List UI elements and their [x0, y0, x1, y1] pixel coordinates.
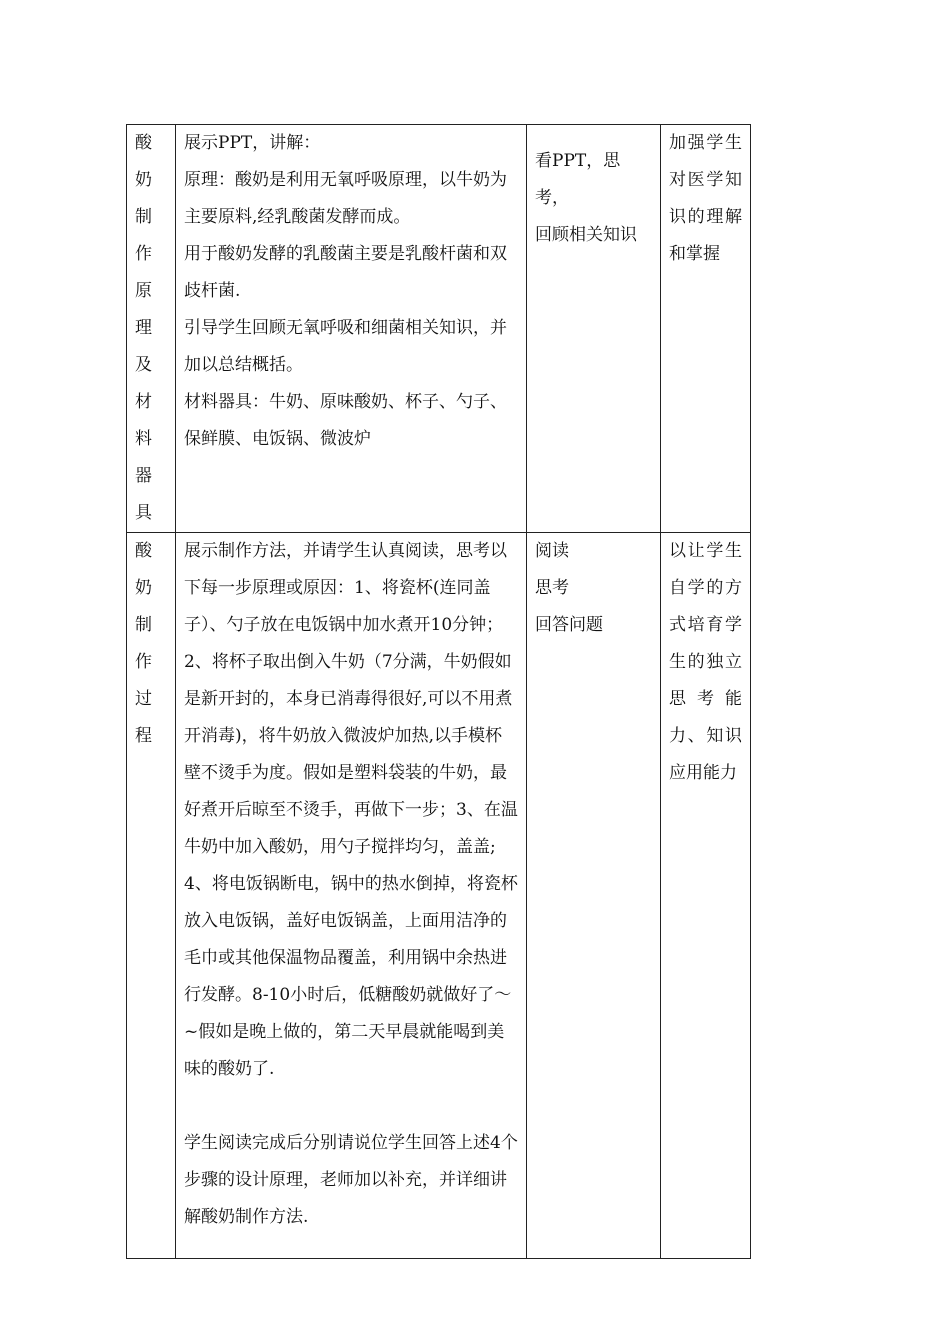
intent-line: 力、知识 [669, 726, 742, 746]
student-line: 思考 [535, 578, 569, 598]
student-line: 回顾相关知识 [535, 225, 637, 245]
design-intent-cell [661, 125, 751, 533]
teacher-paragraph: 原理：酸奶是利用无氧呼吸原理，以牛奶为主要原料,经乳酸菌发酵而成。 [184, 170, 507, 227]
stage-line: 酸奶 [135, 541, 152, 598]
student-line: 阅读 [535, 541, 569, 561]
intent-line: 对医学知 [669, 170, 742, 190]
teacher-paragraph: 展示PPT，讲解： [184, 133, 321, 153]
teacher-paragraph: 展示制作方法，并请学生认真阅读，思考以下每一步原理或原因：1、将瓷杯(连同盖子）、勺子放在电饭锅中加水煮开10分钟；2、将杯子取出倒入牛奶（7分满，牛奶假如是新开封的，本身已消毒得很好,可以不用煮开消毒)，将牛奶放入微波炉加热,以手模杯壁不烫手为度。假如是塑料袋装的牛奶，最好煮开后晾至不烫手，再做下一步；3、在温牛奶中加入酸奶，用勺子搅拌均匀，盖盖;4、将电饭锅断电，锅中的热水倒掉，将瓷杯放入电饭锅，盖好电饭锅盖，上面用洁净的毛巾或其他保温物品覆盖，利用锅中余热进行发酵。8-10小时后，低糖酸奶就做好了～~假如是晚上做的，第二天早晨就能喝到美味的酸奶了. [184, 541, 518, 1079]
student-activity-cell [527, 125, 661, 533]
stage-line: 制作 [135, 207, 152, 264]
teacher-paragraph: 材料器具：牛奶、原味酸奶、杯子、勺子、保鲜膜、电饭锅、微波炉 [184, 392, 507, 449]
teacher-activity-cell [176, 533, 527, 1259]
stage-line: 过程 [135, 689, 152, 746]
intent-line: 生的独立 [669, 652, 742, 672]
stage-line: 原理 [135, 281, 152, 338]
teacher-paragraph: 学生阅读完成后分别请说位学生回答上述4个步骤的设计原理，老师加以补充，并详细讲解酸奶制作方法. [184, 1133, 518, 1227]
intent-line: 和掌握 [669, 244, 720, 264]
teacher-activity-cell [176, 125, 527, 533]
intent-line: 识的理解 [669, 207, 742, 227]
lesson-plan-table [126, 124, 751, 1259]
student-line: 回答问题 [535, 615, 603, 635]
stage-line: 料器 [135, 429, 152, 486]
teacher-paragraph: 引导学生回顾无氧呼吸和细菌相关知识，并加以总结概括。 [184, 318, 507, 375]
stage-cell [127, 125, 176, 533]
table-row [127, 125, 751, 533]
intent-line: 式培育学 [669, 615, 742, 635]
paragraph-spacer [184, 1088, 518, 1125]
teacher-paragraph: 用于酸奶发酵的乳酸菌主要是乳酸杆菌和双歧杆菌. [184, 244, 507, 301]
intent-line: 思考能 [669, 689, 742, 709]
design-intent-cell [661, 533, 751, 1259]
stage-line: 酸奶 [135, 133, 152, 190]
intent-line: 加强学生 [669, 133, 742, 153]
student-line: 看PPT，思考， [535, 151, 621, 208]
stage-cell [127, 533, 176, 1259]
intent-line: 以让学生 [669, 541, 742, 561]
table-row [127, 533, 751, 1259]
student-activity-cell [527, 533, 661, 1259]
stage-line: 及材 [135, 355, 152, 412]
intent-line: 应用能力 [669, 763, 737, 783]
stage-line: 制作 [135, 615, 152, 672]
stage-line: 具 [135, 503, 152, 523]
intent-line: 自学的方 [669, 578, 742, 598]
